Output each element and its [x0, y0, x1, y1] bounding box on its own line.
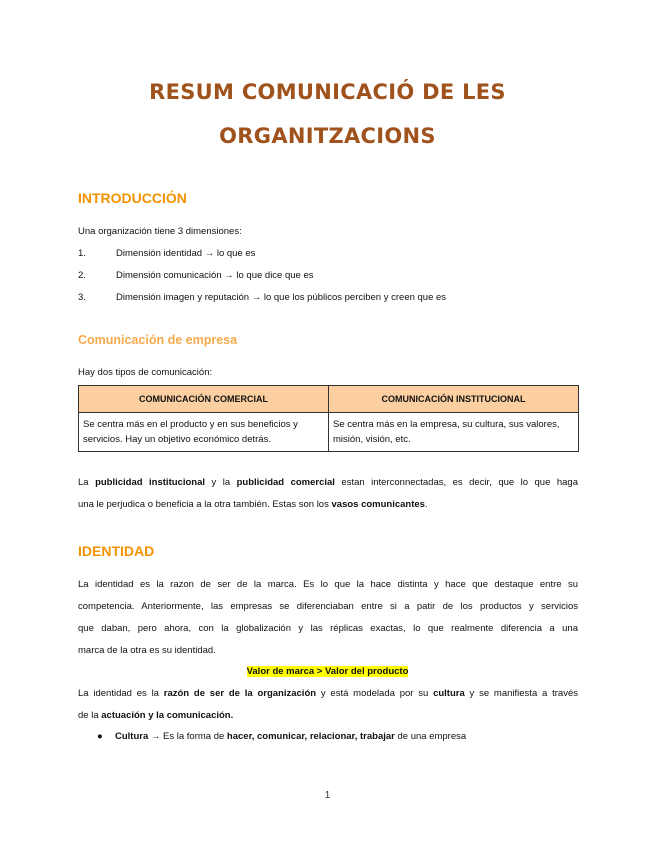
bullet-item	[97, 731, 466, 742]
paragraph-line: competencia. Anteriormente, las empresas se diferenciaban entre si a patir de los productos y servicios	[78, 601, 578, 612]
intro-heading: INTRODUCCIÓN	[78, 190, 187, 206]
text-run: una le perjudica o beneficia a la otra también. Estas son los	[78, 499, 332, 510]
list-number: 1.	[78, 248, 86, 259]
paragraph-line: marca de la otra es su identidad.	[78, 645, 216, 656]
list-text: Dimensión identidad → lo que es	[116, 248, 256, 259]
list-number: 3.	[78, 292, 86, 303]
page-number: 1	[324, 790, 331, 801]
table-cell: Se centra más en el producto y en sus beneficios y servicios. Hay un objetivo económico detrás.	[79, 413, 329, 452]
bold-text: vasos comunicantes	[331, 499, 425, 510]
sub-heading: Comunicación de empresa	[78, 333, 238, 347]
list-text: Dimensión imagen y reputación → lo que los públicos perciben y creen que es	[116, 292, 447, 303]
list-number: 2.	[78, 270, 86, 281]
table-header: COMUNICACIÓN COMERCIAL	[79, 386, 329, 413]
bold-text: razón de ser de la organización	[163, 688, 317, 699]
paragraph-line: La identidad es la razon de ser de la marca. Es lo que la hace distinta y hace que destaque entre su	[78, 579, 578, 590]
bold-text: publicidad institucional	[95, 477, 205, 488]
list-text: Dimensión comunicación → lo que dice que es	[116, 270, 314, 281]
text-run: de una empresa	[394, 731, 467, 742]
paragraph-line	[78, 499, 578, 510]
text-run: .	[424, 499, 428, 510]
text-run: estan interconnectadas, es decir, que lo que haga	[334, 477, 578, 488]
paragraph-line	[78, 710, 578, 721]
list-item	[78, 270, 314, 281]
types-text: Hay dos tipos de comunicación:	[78, 367, 213, 378]
bold-text: publicidad comercial	[236, 477, 335, 488]
table-header: COMUNICACIÓN INSTITUCIONAL	[329, 386, 579, 413]
text-run: de la	[78, 710, 102, 721]
bold-text: cultura	[433, 688, 465, 699]
bold-text: Cultura	[115, 731, 149, 742]
list-item	[78, 292, 446, 303]
paragraph-line	[78, 477, 578, 488]
bold-text: hacer, comunicar, relacionar, trabajar	[226, 731, 395, 742]
document-title-line2: ORGANITZACIONS	[219, 124, 436, 148]
paragraph-line	[78, 688, 578, 699]
bullet-dot-icon: ●	[97, 731, 103, 742]
intro-text: Una organización tiene 3 dimensiones:	[78, 226, 242, 237]
text-run: → Es la forma de	[148, 731, 227, 742]
text-run: y la	[205, 477, 237, 488]
bold-text: actuación y la comunicación.	[101, 710, 234, 721]
text-run: y está modelada por su	[316, 688, 434, 699]
identity-heading: IDENTIDAD	[78, 543, 155, 559]
table-cell: Se centra más en la empresa, su cultura, sus valores, misión, visión, etc.	[329, 413, 579, 452]
text-run: La	[78, 477, 96, 488]
text-run: y se manifiesta a través	[464, 688, 578, 699]
document-title-line1: RESUM COMUNICACIÓ DE LES	[149, 80, 506, 104]
text-run: La identidad es la	[78, 688, 164, 699]
paragraph-line: que daban, pero ahora, con la globalización y las réplicas exactas, lo que realmente diferencia a una	[78, 623, 578, 634]
highlight-line	[0, 666, 655, 677]
highlighted-text: Valor de marca > Valor del producto	[246, 666, 409, 677]
list-item	[78, 248, 255, 259]
communication-table	[78, 385, 579, 452]
